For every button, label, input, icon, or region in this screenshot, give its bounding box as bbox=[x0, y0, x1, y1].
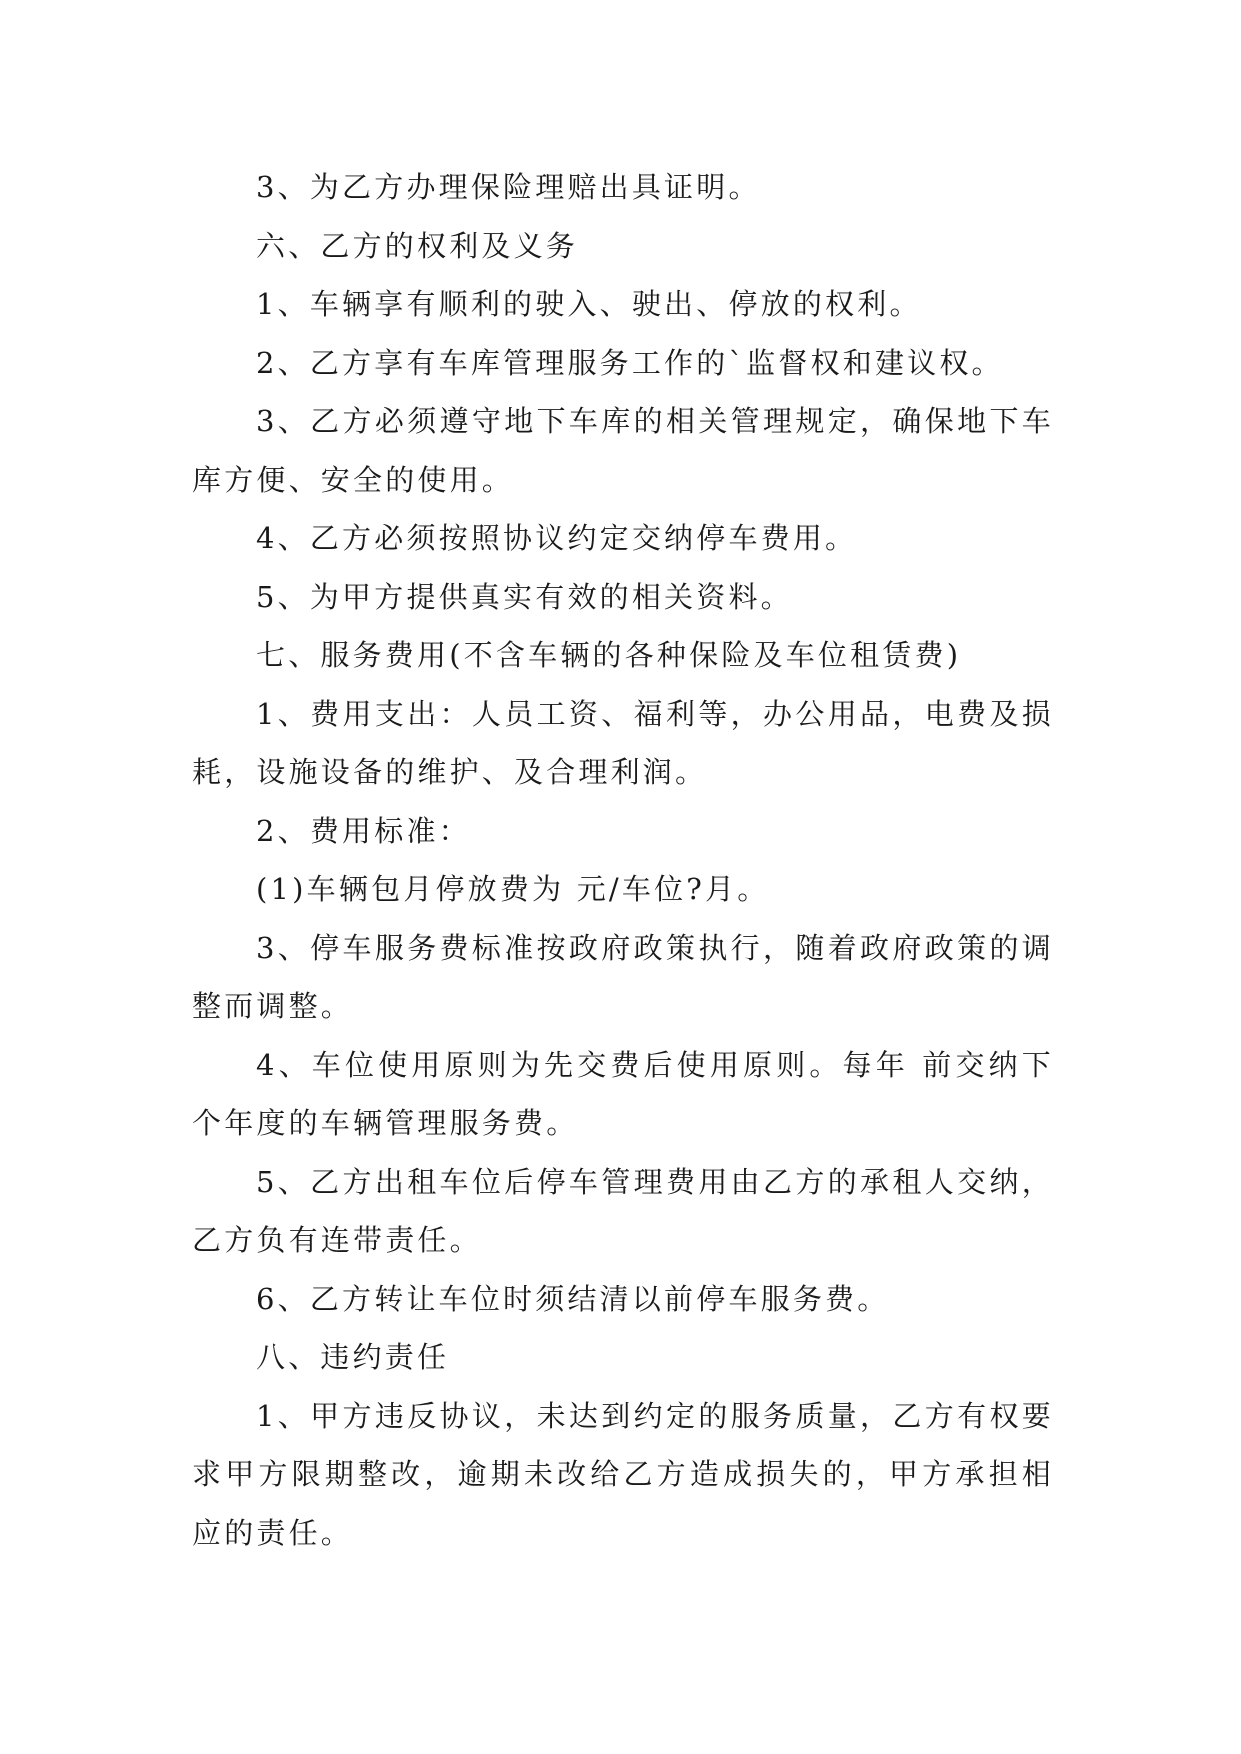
paragraph-insurance-proof: 3、为乙方办理保险理赔出具证明。 bbox=[256, 170, 761, 204]
paragraph-pay-fees: 4、乙方必须按照协议约定交纳停车费用。 bbox=[256, 521, 858, 555]
paragraph-party-a-breach: 1、甲方违反协议，未达到约定的服务质量，乙方有权要求甲方限期整改，逾期未改给乙方造成损失的，甲方承担相应的责任。 bbox=[192, 1398, 1054, 1550]
paragraph-provide-documents: 5、为甲方提供真实有效的相关资料。 bbox=[256, 579, 793, 614]
paragraph-expenses: 1、费用支出：人员工资、福利等，办公用品，电费及损耗，设施设备的维护、及合理利润。 bbox=[192, 696, 1054, 789]
paragraph-tenant-payment: 5、乙方出租车位后停车管理费用由乙方的承租人交纳，乙方负有连带责任。 bbox=[192, 1164, 1054, 1257]
paragraph-government-policy: 3、停车服务费标准按政府政策执行，随着政府政策的调整而调整。 bbox=[192, 930, 1054, 1023]
section-heading-service-fees: 七、服务费用(不含车辆的各种保险及车位租赁费) bbox=[256, 638, 962, 672]
paragraph-transfer-settlement: 6、乙方转让车位时须结清以前停车服务费。 bbox=[256, 1281, 890, 1316]
paragraph-vehicle-access-right: 1、车辆享有顺利的驶入、驶出、停放的权利。 bbox=[256, 287, 922, 321]
paragraph-supervision-right: 2、乙方享有车库管理服务工作的`监督权和建议权。 bbox=[256, 345, 1004, 380]
section-heading-breach-liability: 八、违约责任 bbox=[256, 1340, 450, 1374]
paragraph-prepayment-principle: 4、车位使用原则为先交费后使用原则。每年 前交纳下个年度的车辆管理服务费。 bbox=[192, 1047, 1054, 1140]
paragraph-monthly-parking-fee: (1)车辆包月停放费为 元/车位?月。 bbox=[256, 872, 770, 906]
document-body bbox=[192, 158, 1054, 1562]
paragraph-comply-regulations: 3、乙方必须遵守地下车库的相关管理规定，确保地下车库方便、安全的使用。 bbox=[192, 404, 1054, 497]
paragraph-fee-standard: 2、费用标准： bbox=[256, 813, 471, 848]
section-heading-party-b-rights: 六、乙方的权利及义务 bbox=[256, 228, 579, 263]
